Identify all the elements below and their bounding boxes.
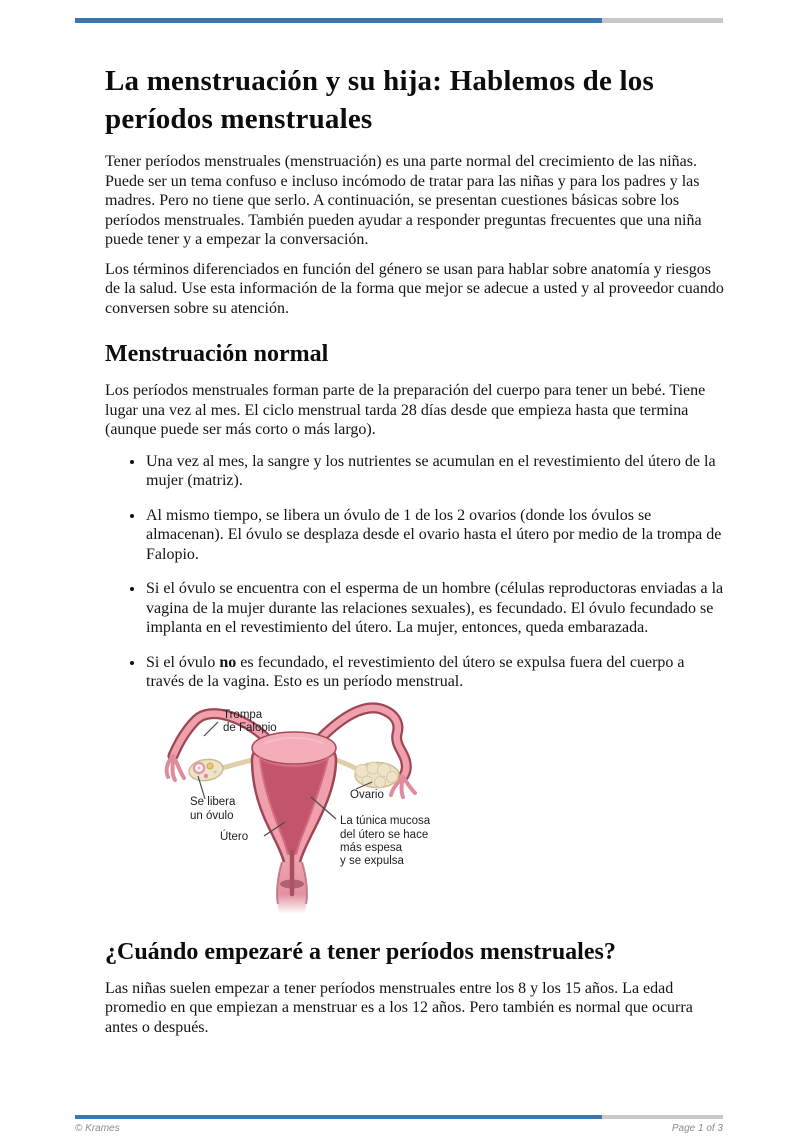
section-heading-cuando-empezare: ¿Cuándo empezaré a tener períodos menstruales? — [105, 938, 616, 965]
copyright-text: © Krames — [75, 1123, 120, 1134]
bullet4-pre: Si el óvulo — [146, 653, 220, 671]
label-tunica-line1: La túnica mucosa — [340, 814, 431, 827]
left-fimbriae — [167, 756, 184, 780]
section-cuando-paragraph: Las niñas suelen empezar a tener períodos menstruales entre los 8 y los 15 años. La edad promedio en que empiezan a menstruar es a los 12 años. Pero también es normal que ocurra antes o después. — [105, 979, 693, 1036]
footer-rule-gray-segment — [602, 1115, 723, 1119]
label-se-libera-line1: Se libera — [190, 795, 236, 808]
label-tunica-line2: del útero se hace — [340, 828, 429, 841]
list-item: • Una vez al mes, la sangre y los nutrientes se acumulan en el revestimiento del útero de la mujer (matriz). — [145, 452, 725, 491]
bullet4-bold-no: no — [219, 653, 237, 671]
label-se-libera-line2: un óvulo — [190, 809, 234, 822]
follicle-yellow — [207, 763, 213, 769]
intro-paragraph-2: Los términos diferenciados en función del género se usan para hablar sobre anatomía y riesgos de la salud. Use esta información de la forma que mejor se adecue a usted y al proveedor cuando conversen sobre su atención. — [105, 260, 724, 317]
page-title: La menstruación y su hija: Hablemos de los períodos menstruales — [105, 65, 654, 135]
bullet4-post: es fecundado, el revestimiento del útero se expulsa fuera del cuerpo a través de la vagina. Esto es un período menstrual. — [146, 653, 685, 690]
follicle-pink — [204, 773, 208, 777]
label-tunica-line3: más espesa — [340, 841, 403, 854]
page-indicator: Page 1 of 3 — [671, 1123, 723, 1134]
label-trompa-line1: Trompa — [223, 708, 263, 721]
canal-cross-band — [280, 879, 304, 888]
section-heading-menstruacion-normal: Menstruación normal — [105, 341, 329, 367]
top-rule-blue-segment — [75, 18, 602, 23]
top-rule-bar — [75, 18, 723, 23]
footer-text-row — [75, 1123, 723, 1134]
list-item: • Al mismo tiempo, se libera un óvulo de 1 de los 2 ovarios (donde los óvulos se almacenan). El óvulo se desplaza desde el ovario hasta el útero por medio de la trompa de Falopio. — [145, 506, 725, 565]
list-item: • Si el óvulo se encuentra con el esperma de un hombre (células reproductoras enviadas a la vagina de la mujer durante las relaciones sexuales), es fecundado. El óvulo fecundado se implanta en el revestimiento del útero. La mujer, entonces, queda embarazada. — [145, 579, 725, 638]
intro-paragraph-1: Tener períodos menstruales (menstruación) es una parte normal del crecimiento de las niñas. Puede ser un tema confuso e incluso incómodo de tratar para las niñas y para los padres y las madres. Pero no tiene que serlo. A continuación, se presentan cuestiones básicas sobre los períodos menstruales. También pueden ayudar a responder preguntas frecuentes que una niña puede tener y a empezar la conversación. — [105, 153, 702, 248]
top-rule-gray-segment — [602, 18, 723, 23]
uterus-anatomy-diagram — [152, 698, 462, 924]
document-body — [105, 62, 725, 1037]
footer-rule-bar — [75, 1115, 723, 1120]
uterus-diagram-svg — [152, 698, 462, 924]
bullet-list — [105, 452, 725, 692]
label-ovario: Ovario — [350, 788, 384, 801]
uterus-fundus-dome — [252, 732, 336, 764]
label-tunica-line4: y se expulsa — [340, 854, 404, 867]
label-utero: Útero — [220, 830, 249, 843]
page-footer — [75, 1115, 723, 1134]
ovum — [197, 766, 201, 770]
trompa-leader — [204, 722, 218, 736]
follicle-small — [213, 770, 216, 773]
section-normal-paragraph: Los períodos menstruales forman parte de la preparación del cuerpo para tener un bebé. Tiene lugar una vez al mes. El ciclo menstrual tarda 28 días desde que empieza hasta que termina (aunque puede ser más corto o más largo). — [105, 382, 706, 438]
right-ovary — [355, 762, 399, 788]
list-item — [145, 653, 725, 692]
label-trompa-line2: de Falopio — [223, 721, 277, 734]
footer-rule-blue-segment — [75, 1115, 602, 1119]
